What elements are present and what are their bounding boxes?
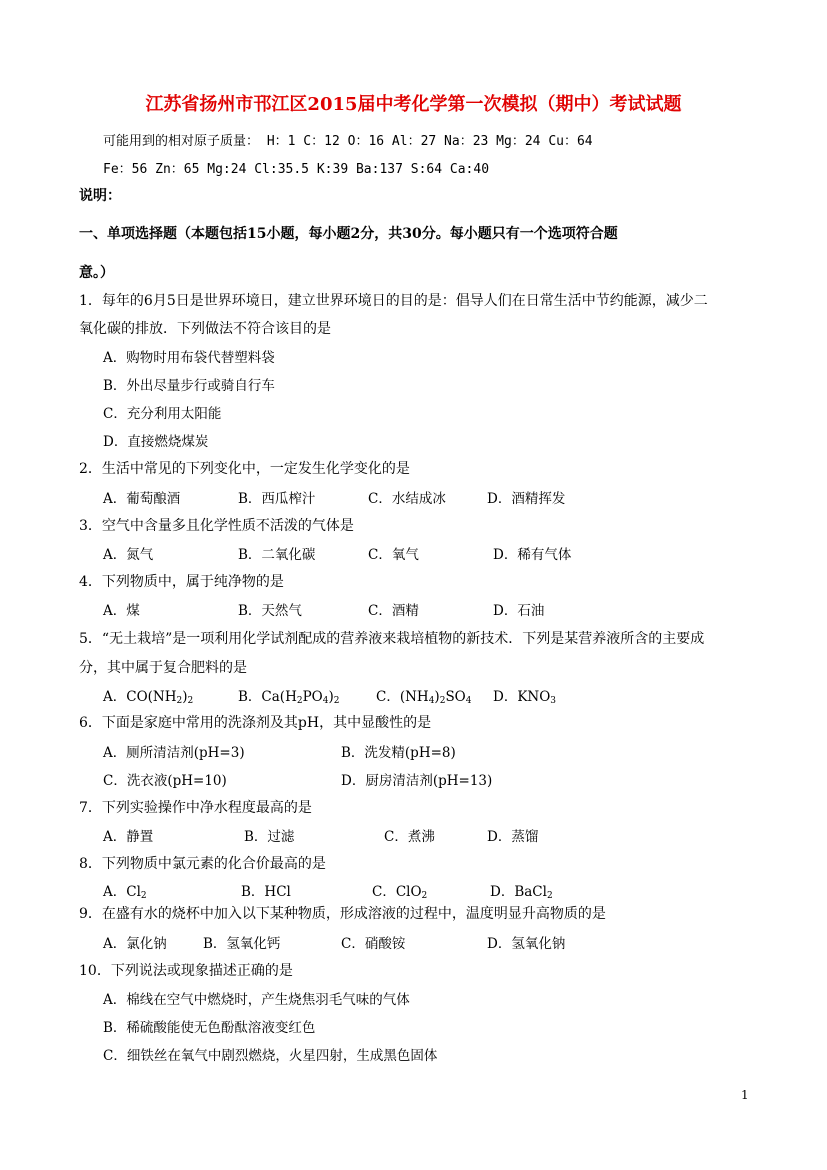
q5-option-b: B．$Ca(H_2PO_4)_2$ [238,689,340,706]
q2-stem: 2．生活中常见的下列变化中，一定发生化学变化的是 [79,461,410,477]
q6-option-a: A．厕所清洁剂(pH=3) [103,745,245,761]
q2-option-a: A．葡萄酿酒 [103,491,181,507]
q6-stem: 6．下面是家庭中常用的洗涤剂及其pH，其中显酸性的是 [79,715,432,731]
q3-option-a: A．氮气 [103,547,154,563]
q8-option-a: A．$Cl_2$ [103,884,147,901]
q8-option-d: D．BaCl$_2$ [490,884,553,901]
q3-stem: 3．空气中含量多且化学性质不活泼的气体是 [79,518,354,534]
q6-option-b: B．洗发精(pH=8) [341,745,456,761]
q2-option-b: B．西瓜榨汁 [238,491,316,507]
q9-option-b: B．氢氧化钙 [203,936,281,952]
q1-option-d: D．直接燃烧煤炭 [103,434,209,450]
q1-option-a: A．购物时用布袋代替塑料袋 [103,350,275,366]
q5-option-a: A．$CO(NH_2)_2$ [103,689,194,706]
q5-stem-line-1: 5．“无土栽培”是一项利用化学试剂配成的营养液来栽培植物的新技术．下列是某营养液所含的主要成 [79,631,705,647]
q7-stem: 7．下列实验操作中净水程度最高的是 [79,800,312,816]
q2-option-d: D．酒精挥发 [487,491,566,507]
q7-option-d: D．蒸馏 [487,829,539,845]
q3-option-c: C．氧气 [368,547,419,563]
q8-option-c: C．ClO$_2$ [372,884,428,901]
q9-stem: 9．在盛有水的烧杯中加入以下某种物质，形成溶液的过程中，温度明显升高物质的是 [79,906,606,922]
q3-option-b: B．二氧化碳 [238,547,316,563]
q8-stem: 8．下列物质中氯元素的化合价最高的是 [79,856,326,872]
atomic-masses-line-1: 可能用到的相对原子质量： H：1 C：12 O：16 Al：27 Na：23 Mg：24 Cu：64 [103,134,593,149]
note-label: 说明： [79,188,121,204]
q6-option-c: C．洗衣液(pH=10) [103,773,227,789]
page-number: 1 [741,1088,749,1102]
q4-option-d: D．石油 [493,603,545,619]
q5-option-d: D．$KNO_3$ [493,689,557,706]
q1-option-b: B．外出尽量步行或骑自行车 [103,378,275,394]
q3-option-d: D．稀有气体 [493,547,572,563]
page-title: 江苏省扬州市邗江区2015届中考化学第一次模拟（期中）考试试题 [145,94,682,115]
q4-option-b: B．天然气 [238,603,302,619]
q9-option-d: D．氢氧化钠 [487,936,566,952]
q1-stem-line-2: 氧化碳的排放．下列做法不符合该目的是 [79,321,331,337]
atomic-masses-line-2: Fe：56 Zn：65 Mg:24 Cl:35.5 K:39 Ba:137 S:64 Ca:40 [103,162,490,177]
q1-stem-line-1: 1．每年的6月5日是世界环境日，建立世界环境日的目的是：倡导人们在日常生活中节约能源，减少二 [79,293,708,309]
q10-option-a: A．棉线在空气中燃烧时，产生烧焦羽毛气味的气体 [103,992,410,1008]
q7-option-b: B．过滤 [244,829,295,845]
section-heading-line-1: 一、单项选择题（本题包括15小题，每小题2分，共30分。每小题只有一个选项符合题 [79,226,618,242]
q7-option-c: C．煮沸 [384,829,435,845]
q10-stem: 10．下列说法或现象描述正确的是 [79,963,293,979]
q4-option-a: A．煤 [103,603,140,619]
q10-option-c: C．细铁丝在氧气中剧烈燃烧，火星四射，生成黑色固体 [103,1048,438,1064]
q7-option-a: A．静置 [103,829,154,845]
q5-stem-line-2: 分，其中属于复合肥料的是 [79,660,247,676]
q9-option-c: C．硝酸铵 [341,936,406,952]
q10-option-b: B．稀硫酸能使无色酚酞溶液变红色 [103,1020,316,1036]
q1-option-c: C．充分利用太阳能 [103,406,222,422]
q6-option-d: D．厨房清洁剂(pH=13) [341,773,493,789]
q4-stem: 4．下列物质中，属于纯净物的是 [79,574,284,590]
q2-option-c: C．水结成冰 [368,491,446,507]
section-heading-line-2: 意。） [79,265,114,281]
q9-option-a: A．氯化钠 [103,936,167,952]
q8-option-b: B．HCl [241,884,291,900]
q5-option-c: C．$(NH_4)_2SO_4$ [376,689,472,706]
q4-option-c: C．酒精 [368,603,419,619]
